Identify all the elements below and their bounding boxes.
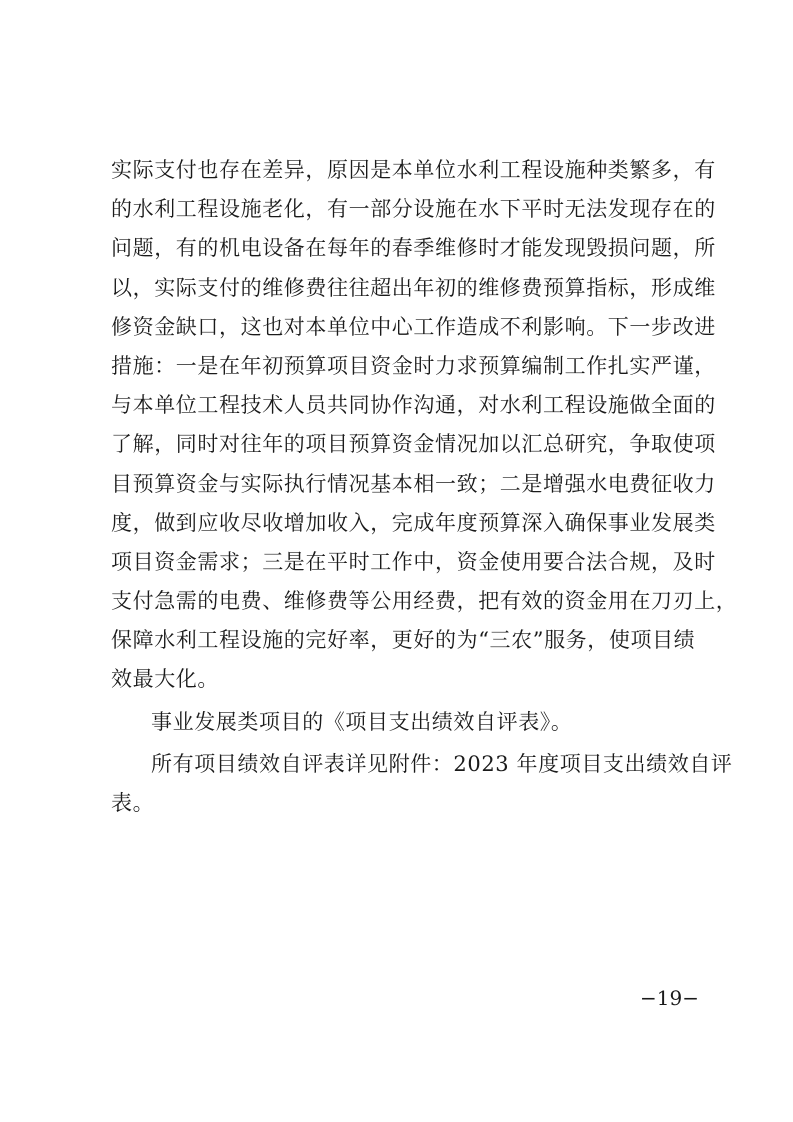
- text-line: 支付急需的电费、维修费等公用经费，把有效的资金用在刀刃上，: [111, 589, 738, 614]
- text-line: 保障水利工程设施的完好率，更好的为“三农”服务，使项目绩: [111, 628, 696, 653]
- paragraph-2: [111, 703, 691, 742]
- text-line: 措施：一是在年初预算项目资金时力求预算编制工作扎实严谨，: [111, 353, 716, 378]
- text-line: 表。: [111, 791, 155, 815]
- text-line: 效最大化。: [111, 667, 219, 692]
- text-line: 目预算资金与实际执行情况基本相一致；二是增强水电费征收力: [111, 471, 716, 496]
- paragraph-3: [111, 745, 733, 823]
- text-line: 以，实际支付的维修费往往超出年初的维修费预算指标，形成维: [111, 275, 716, 300]
- text-line: 了解，同时对往年的项目预算资金情况加以汇总研究，争取使项: [111, 432, 716, 457]
- text-line: 的水利工程设施老化，有一部分设施在水下平时无法发现存在的: [111, 197, 716, 222]
- page-number: −19−: [640, 986, 699, 1010]
- text-line: 问题，有的机电设备在每年的春季维修时才能发现毁损问题，所: [111, 236, 716, 261]
- text-line: 实际支付也存在差异，原因是本单位水利工程设施种类繁多，有: [111, 158, 716, 182]
- text-line: 度，做到应收尽收增加收入，完成年度预算深入确保事业发展类: [111, 510, 716, 535]
- text-line: 修资金缺口，这也对本单位中心工作造成不利影响。下一步改进: [111, 314, 716, 339]
- body-text: [111, 151, 738, 823]
- text-line: 事业发展类项目的《项目支出绩效自评表》。: [151, 709, 573, 734]
- text-line: 与本单位工程技术人员共同协作沟通，对水利工程设施做全面的: [111, 393, 716, 418]
- text-line: 所有项目绩效自评表详见附件：2023 年度项目支出绩效自评: [151, 751, 733, 776]
- paragraph-1: [111, 151, 738, 700]
- text-line: 项目资金需求；三是在平时工作中，资金使用要合法合规，及时: [111, 549, 716, 574]
